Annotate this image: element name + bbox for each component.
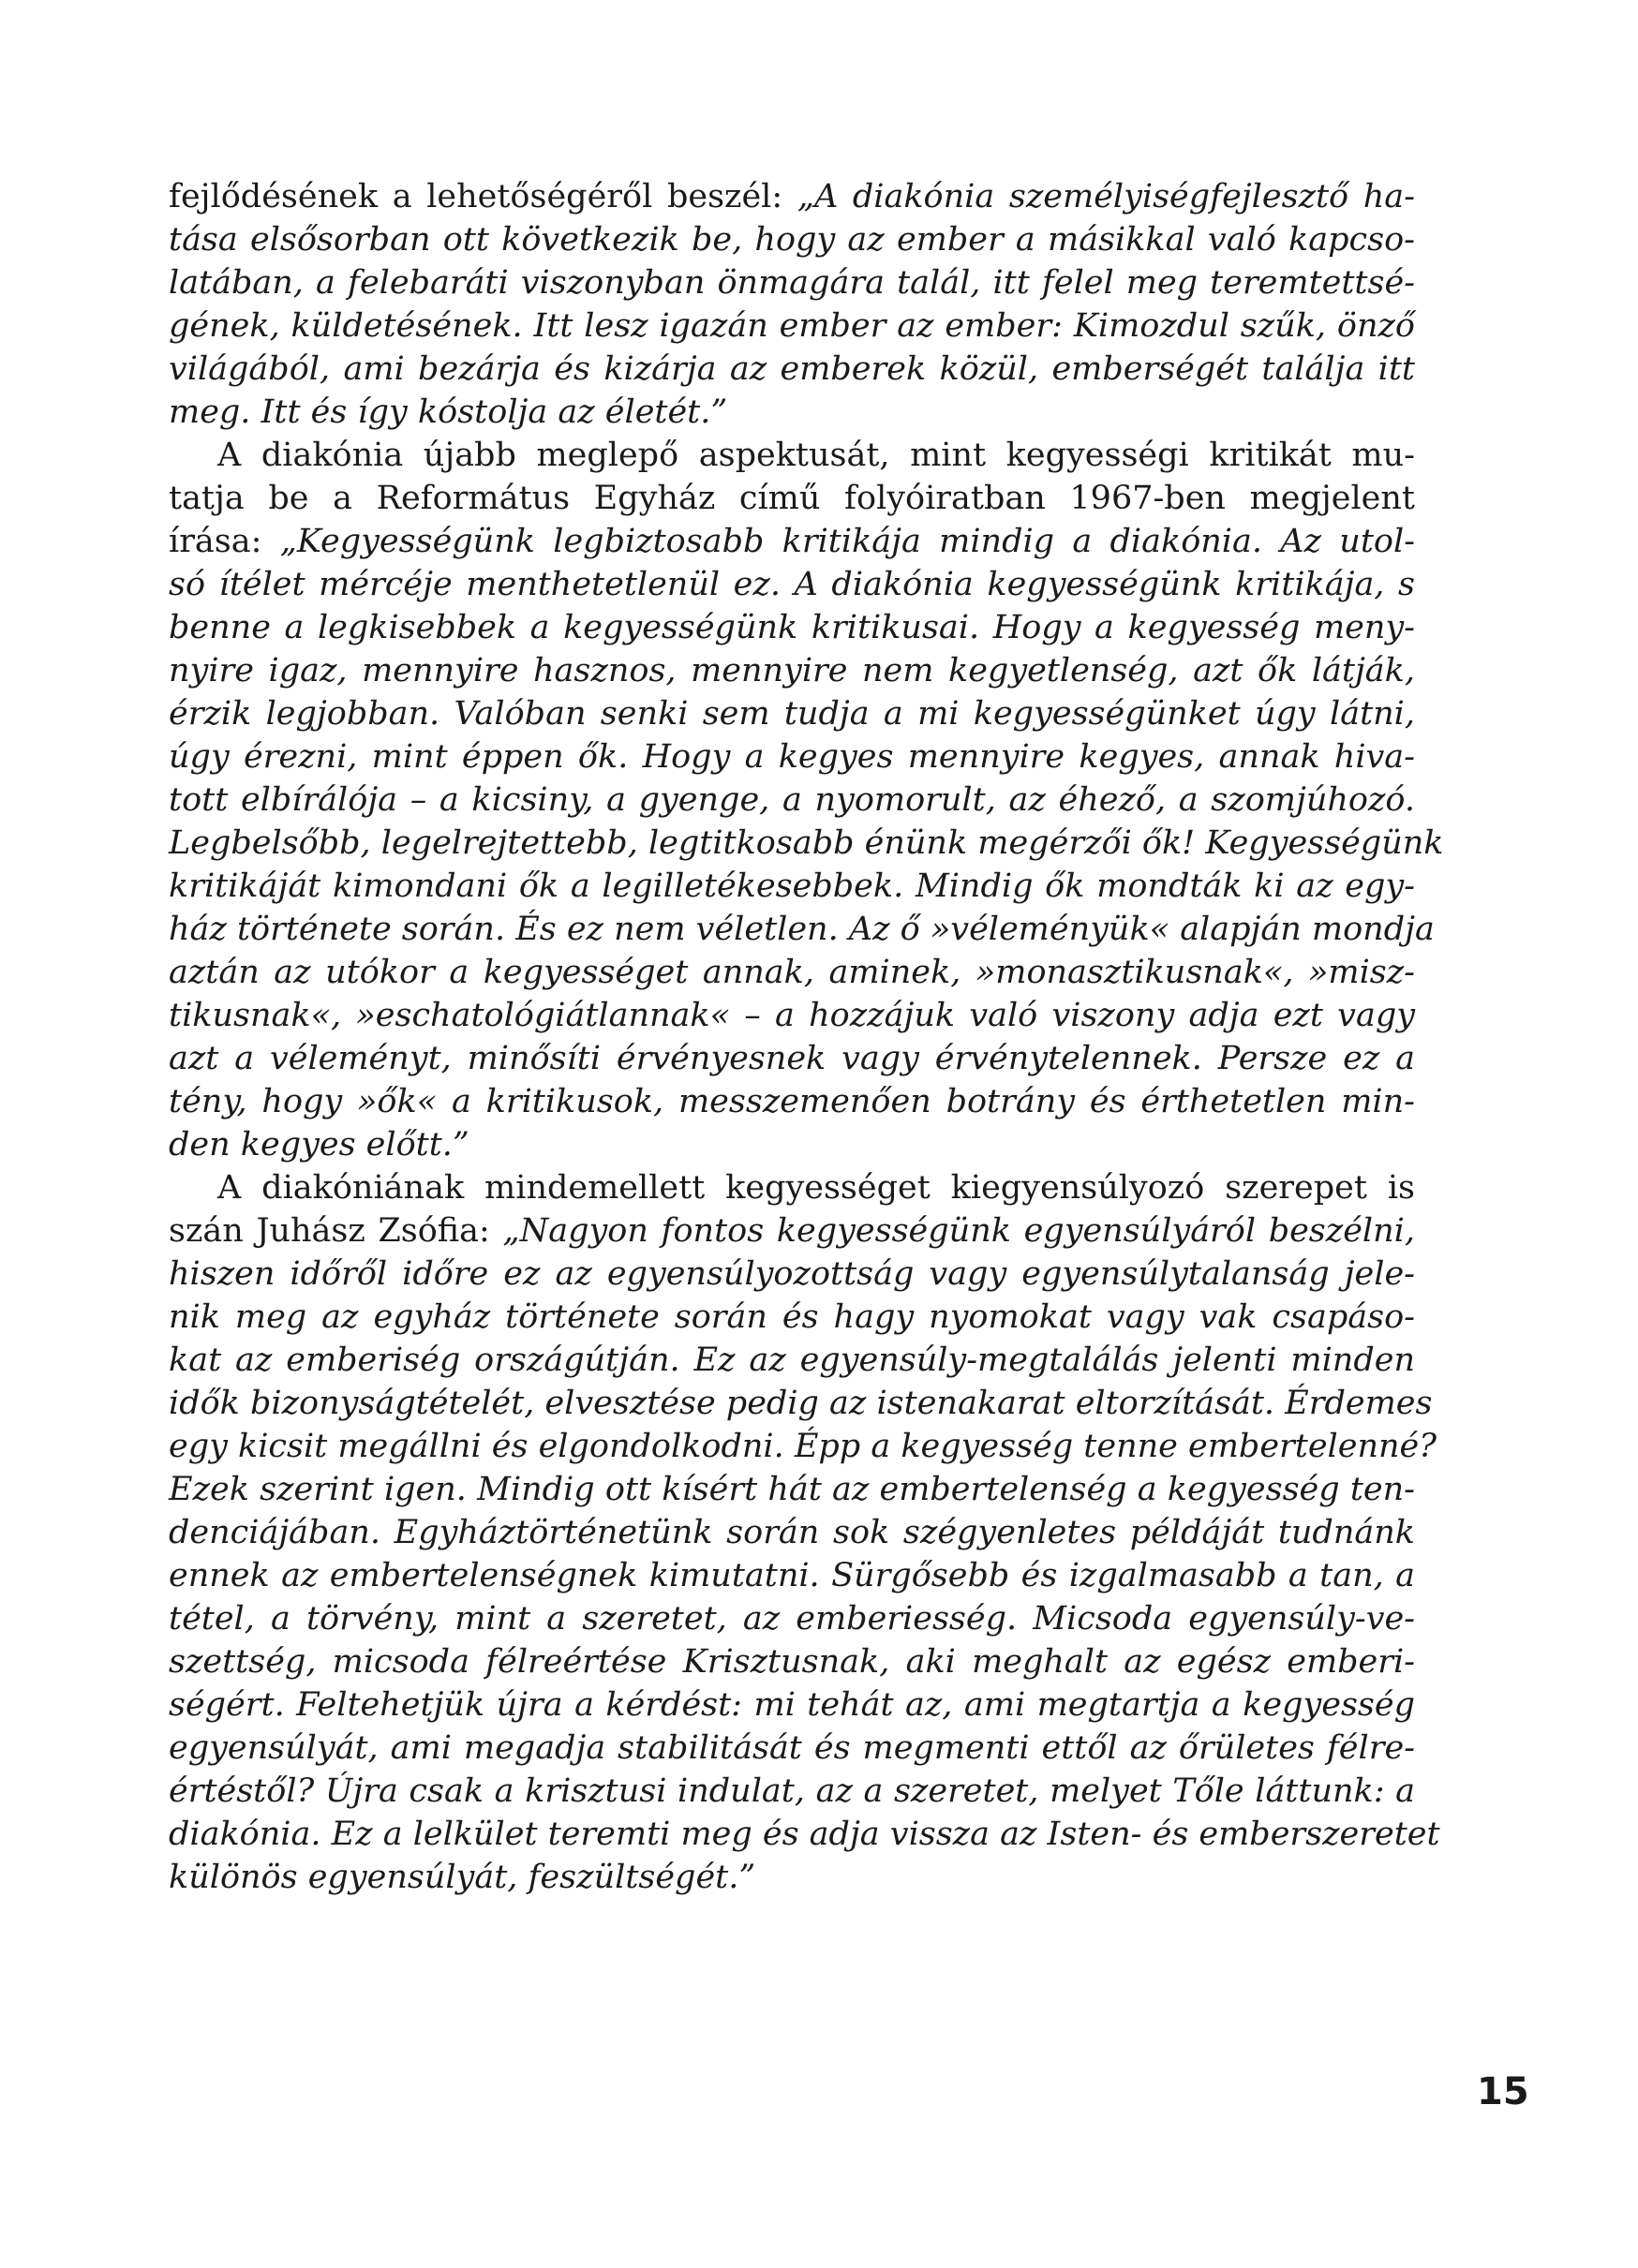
text-line: [169, 304, 1415, 348]
italic-quote-segment: diakónia. Ez a lelkület teremti meg és adja vissza az Isten- és emberszeretet: [169, 1816, 1440, 1853]
text-line: [169, 1209, 1415, 1253]
text-line: [169, 1683, 1415, 1727]
italic-quote-segment: ennek az embertelenségnek kimutatni. Sürgősebb és izgalmasabb a tan, a: [169, 1557, 1415, 1594]
text-segment: fejlődésének a lehetőségéről beszél:: [169, 178, 797, 215]
italic-quote-segment: tikusnak«, »eschatológiátlannak« – a hozzájuk való viszony adja ezt vagy: [169, 997, 1415, 1034]
italic-quote-segment: denciájában. Egyháztörténetünk során sok szégyenletes példáját tudnánk: [169, 1514, 1415, 1551]
italic-quote-segment: Ezek szerint igen. Mindig ott kísért hát az embertelenség a kegyesség ten-: [169, 1471, 1415, 1508]
italic-quote-segment: egyensúlyát, ami megadja stabilitását és megmenti ettől az őrületes félre-: [169, 1729, 1415, 1767]
text-line: [169, 1425, 1437, 1468]
text-line: [169, 218, 1415, 261]
italic-quote-segment: nik meg az egyház története során és hagy nyomokat vagy vak csapáso-: [169, 1298, 1415, 1336]
text-line: [169, 391, 1415, 434]
italic-quote-segment: gének, küldetésének. Itt lesz igazán ember az ember: Kimozdul szűk, önző: [169, 307, 1415, 345]
text-line: [169, 520, 1415, 563]
text-line: [169, 1597, 1415, 1640]
text-line: [169, 1468, 1415, 1511]
page-number: 15: [1477, 2070, 1529, 2113]
text-line: [169, 1253, 1415, 1296]
italic-quote-segment: ségért. Feltehetjük újra a kérdést: mi tehát az, ami megtartja a kegyesség: [169, 1686, 1415, 1724]
italic-quote-segment: latában, a felebaráti viszonyban önmagára talál, itt felel meg teremtettsé-: [169, 264, 1415, 302]
text-line: [169, 1727, 1415, 1770]
italic-quote-segment: tása elsősorban ott következik be, hogy az ember a másikkal való kapcso-: [169, 221, 1415, 259]
italic-quote-segment: egy kicsit megállni és elgondolkodni. Épp a kegyesség tenne embertelenné?: [169, 1428, 1437, 1465]
italic-quote-segment: kat az emberiség országútján. Ez az egyensúly-megtalálás jelenti minden: [169, 1342, 1415, 1379]
text-line: [169, 1382, 1433, 1425]
italic-quote-segment: „A diakónia személyiségfejlesztő ha-: [797, 178, 1415, 215]
italic-quote-segment: hiszen időről időre ez az egyensúlyozottság vagy egyensúlytalanság jele-: [169, 1255, 1415, 1293]
text-line: [169, 735, 1415, 778]
text-line: [169, 563, 1415, 606]
text-line: [169, 1080, 1415, 1123]
text-line: [169, 1554, 1415, 1597]
text-segment: tatja be a Református Egyház című folyóiratban 1967-ben megjelent: [169, 480, 1415, 517]
text-segment: A diakónia újabb meglepő aspektusát, mint kegyességi kritikát mu-: [217, 437, 1415, 474]
text-line: [169, 1296, 1415, 1339]
italic-quote-segment: nyire igaz, mennyire hasznos, mennyire nem kegyetlenség, azt ők látják,: [169, 652, 1415, 689]
text-line: [169, 348, 1415, 391]
italic-quote-segment: só ítélet mércéje menthetetlenül ez. A diakónia kegyességünk kritikája, s: [169, 566, 1415, 603]
body-text: [169, 175, 1444, 1899]
italic-quote-segment: azt a véleményt, minősíti érvényesnek vagy érvénytelennek. Persze ez a: [169, 1040, 1415, 1077]
italic-quote-segment: kritikáját kimondani ők a legilletékesebbek. Mindig ők mondták ki az egy-: [169, 867, 1415, 905]
italic-quote-segment: értéstől? Újra csak a krisztusi indulat, az a szeretet, melyet Tőle láttunk: a: [169, 1772, 1415, 1810]
italic-quote-segment: „Kegyességünk legbiztosabb kritikája mindig a diakónia. Az utol-: [279, 523, 1415, 560]
text-line: [169, 692, 1415, 735]
text-line: [169, 606, 1415, 649]
text-line: [169, 865, 1415, 908]
italic-quote-segment: tény, hogy »ők« a kritikusok, messzemenően botrány és érthetetlen min-: [169, 1083, 1415, 1120]
italic-quote-segment: tétel, a törvény, mint a szeretet, az emberiesség. Micsoda egyensúly-ve-: [169, 1600, 1415, 1638]
text-line: [169, 175, 1415, 218]
text-line: [169, 477, 1415, 520]
text-line: [169, 994, 1415, 1037]
italic-quote-segment: tott elbírálója – a kicsiny, a gyenge, a nyomorult, az éhező, a szomjúhozó.: [169, 781, 1415, 819]
italic-quote-segment: szettség, micsoda félreértése Krisztusnak, aki meghalt az egész emberi-: [169, 1643, 1415, 1681]
text-line: [169, 822, 1444, 865]
italic-quote-segment: meg. Itt és így kóstolja az életét.”: [169, 393, 728, 431]
text-line: [169, 951, 1415, 994]
italic-quote-segment: „Nagyon fontos kegyességünk egyensúlyáról beszélni,: [502, 1212, 1415, 1250]
text-line: [169, 434, 1415, 477]
italic-quote-segment: érzik legjobban. Valóban senki sem tudja a mi kegyességünket úgy látni,: [169, 695, 1415, 733]
italic-quote-segment: úgy érezni, mint éppen ők. Hogy a kegyes mennyire kegyes, annak hiva-: [169, 738, 1415, 776]
text-line: [169, 908, 1435, 951]
text-line: [169, 261, 1415, 304]
italic-quote-segment: különös egyensúlyát, feszültségét.”: [169, 1859, 756, 1896]
italic-quote-segment: Legbelsőbb, legelrejtettebb, legtitkosabb énünk megérzői ők! Kegyességünk: [169, 824, 1444, 862]
italic-quote-segment: idők bizonyságtételét, elvesztése pedig az istenakarat eltorzítását. Érdemes: [169, 1385, 1433, 1422]
italic-quote-segment: aztán az utókor a kegyességet annak, aminek, »monasztikusnak«, »misz-: [169, 954, 1415, 991]
text-line: [169, 1640, 1415, 1683]
text-line: [169, 1166, 1415, 1209]
text-segment: írása:: [169, 523, 280, 560]
italic-quote-segment: ház története során. És ez nem véletlen. Az ő »véleményük« alapján mondja: [169, 911, 1435, 948]
text-segment: szán Juhász Zsófia:: [169, 1212, 503, 1250]
text-line: [169, 1123, 1415, 1166]
text-line: [169, 1511, 1415, 1554]
text-line: [169, 1339, 1415, 1382]
text-segment: A diakóniának mindemellett kegyességet kiegyensúlyozó szerepet is: [217, 1169, 1415, 1207]
italic-quote-segment: világából, ami bezárja és kizárja az emberek közül, emberségét találja itt: [169, 350, 1415, 388]
italic-quote-segment: den kegyes előtt.”: [169, 1126, 469, 1164]
text-line: [169, 1813, 1440, 1856]
text-line: [169, 1037, 1415, 1080]
text-line: [169, 1856, 1415, 1899]
text-line: [169, 1770, 1415, 1813]
text-line: [169, 778, 1415, 822]
text-line: [169, 649, 1415, 692]
italic-quote-segment: benne a legkisebbek a kegyességünk kritikusai. Hogy a kegyesség meny-: [169, 609, 1415, 646]
